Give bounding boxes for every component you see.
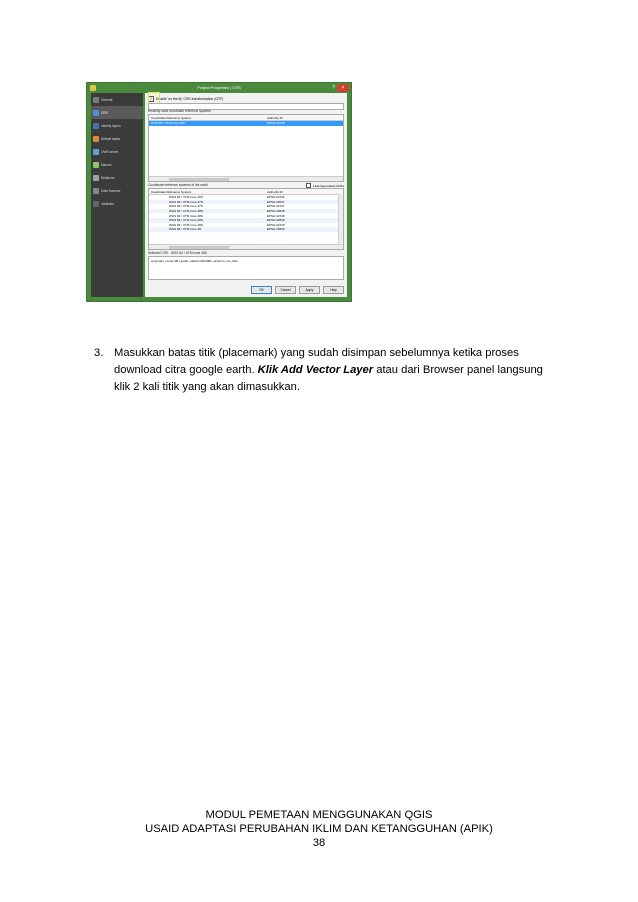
- authority-id-cell: EPSG:32748: [267, 213, 285, 218]
- selected-crs-row: [148, 251, 207, 255]
- proj-string: +proj=utm +zone=48 +south +datum=WGS84 +units=m +no_defs: [150, 258, 238, 263]
- vertical-scrollbar[interactable]: [338, 194, 343, 245]
- authority-id-cell: EPSG:32647: [267, 199, 285, 204]
- sidebar-item-icon: [93, 175, 99, 181]
- table-row[interactable]: [149, 213, 343, 218]
- instruction-paragraph: [94, 345, 550, 396]
- sidebar-item[interactable]: [91, 132, 143, 145]
- hide-deprecated-label: Hide deprecated CRSs: [313, 183, 344, 188]
- properties-sidebar: [91, 93, 143, 297]
- sidebar-item-label: Default styles: [101, 136, 121, 141]
- table-row[interactable]: [149, 223, 343, 228]
- sidebar-item[interactable]: [91, 158, 143, 171]
- authority-id-cell: EPSG:32748: [267, 121, 285, 126]
- crs-name-cell: WGS 84 / UTM zone 47S: [169, 204, 203, 209]
- selected-crs-label: Selected CRS:: [148, 251, 169, 255]
- table-row[interactable]: [149, 218, 343, 223]
- crs-name-cell: WGS 84 / UTM zone 47N: [169, 199, 204, 204]
- crs-name-cell: WGS 84 / UTM zone 48N: [169, 209, 204, 214]
- sidebar-item[interactable]: [91, 171, 143, 184]
- paragraph-text: [114, 345, 550, 396]
- sidebar-item[interactable]: [91, 197, 143, 210]
- col-auth-header[interactable]: Authority ID: [267, 115, 283, 120]
- crs-name-cell: WGS 84 / UTM zone 48S: [151, 121, 185, 126]
- enable-otf-row[interactable]: [148, 95, 223, 102]
- table-row[interactable]: [149, 227, 343, 232]
- enable-otf-label: Enable 'on the fly' CRS transformation (OTF): [156, 96, 224, 101]
- dialog-buttons: [251, 286, 344, 294]
- sidebar-item-label: Variables: [101, 201, 115, 206]
- text-before: Masukkan batas titik (placemark) yang sudah disimpan sebelumnya ketika proses download citra google earth.: [114, 347, 519, 376]
- crs-name-cell: WGS 84 / UTM zone 49S: [169, 222, 203, 227]
- table-row[interactable]: [149, 204, 343, 209]
- sidebar-item-label: CRS: [101, 110, 108, 115]
- world-crs-table: [148, 188, 344, 250]
- footer-line-2: USAID ADAPTASI PERUBAHAN IKLIM DAN KETANGGUHAN (APIK): [145, 823, 493, 835]
- help-button[interactable]: Help: [323, 286, 344, 294]
- horizontal-scrollbar[interactable]: [149, 244, 343, 249]
- authority-id-cell: EPSG:32749: [267, 222, 285, 227]
- crs-name-cell: WGS 84 / UTM zone 48S: [169, 213, 203, 218]
- recent-crs-table: [148, 114, 344, 182]
- footer-line-1: MODUL PEMETAAN MENGGUNAKAN QGIS: [205, 809, 433, 821]
- sidebar-item-icon: [93, 97, 99, 103]
- selected-crs-value: WGS 84 / UTM zone 48S: [170, 251, 207, 255]
- sidebar-item-label: Data Sources: [101, 188, 121, 193]
- crs-name-cell: WGS 84 / UTM zone 4N: [169, 227, 202, 232]
- table-row[interactable]: [149, 121, 343, 126]
- recent-crs-label: Recently used coordinate reference systems: [148, 109, 211, 113]
- help-icon[interactable]: ?: [332, 85, 335, 91]
- enable-otf-checkbox[interactable]: ✓: [149, 95, 153, 101]
- sidebar-item-icon: [93, 188, 99, 194]
- proj-string-box: [148, 256, 344, 280]
- sidebar-item-icon: [93, 110, 99, 116]
- sidebar-item[interactable]: [91, 93, 143, 106]
- crs-name-cell: WGS 84 / UTM zone 46S: [169, 195, 203, 200]
- world-crs-label: Coordinate reference systems of the world: [148, 183, 208, 187]
- cancel-button[interactable]: Cancel: [275, 286, 296, 294]
- window-title: Project Properties | CRS: [197, 85, 241, 90]
- crs-panel: [145, 93, 347, 297]
- sidebar-item-label: Identify layers: [101, 123, 121, 128]
- sidebar-item[interactable]: [91, 106, 143, 119]
- table-row[interactable]: [149, 200, 343, 205]
- sidebar-item[interactable]: [91, 145, 143, 158]
- horizontal-scrollbar[interactable]: [149, 176, 343, 181]
- authority-id-cell: EPSG:32604: [267, 227, 285, 232]
- emphasis-text: Klik Add Vector Layer: [257, 364, 374, 376]
- col-crs-header[interactable]: Coordinate Reference System: [151, 115, 192, 120]
- sidebar-item-icon: [93, 136, 99, 142]
- sidebar-item[interactable]: [91, 184, 143, 197]
- table-row[interactable]: [149, 209, 343, 214]
- sidebar-item-icon: [93, 162, 99, 168]
- authority-id-cell: EPSG:32648: [267, 209, 285, 214]
- close-icon[interactable]: ×: [337, 84, 349, 92]
- sidebar-item-label: Macros: [101, 162, 112, 167]
- list-number: 3.: [94, 347, 104, 359]
- sidebar-item-label: OWS server: [101, 149, 119, 154]
- sidebar-item-label: General: [101, 97, 113, 102]
- sidebar-item[interactable]: [91, 119, 143, 132]
- page-footer: [0, 808, 638, 850]
- table-row[interactable]: [149, 195, 343, 200]
- authority-id-cell: EPSG:32649: [267, 218, 285, 223]
- apply-button[interactable]: Apply: [299, 286, 320, 294]
- qgis-project-properties-screenshot: [86, 82, 352, 302]
- authority-id-cell: EPSG:32747: [267, 204, 285, 209]
- sidebar-item-icon: [93, 201, 99, 207]
- crs-name-cell: WGS 84 / UTM zone 49N: [169, 218, 204, 223]
- col-auth-header[interactable]: Authority ID: [267, 189, 283, 194]
- sidebar-item-label: Relations: [101, 175, 115, 180]
- page-number: 38: [312, 837, 326, 849]
- sidebar-item-icon: [93, 149, 99, 155]
- col-crs-header[interactable]: Coordinate Reference System: [151, 189, 192, 194]
- sidebar-item-icon: [93, 123, 99, 129]
- authority-id-cell: EPSG:32746: [267, 195, 285, 200]
- ok-button[interactable]: OK: [251, 286, 272, 294]
- text-after: atau dari Browser panel langsung klik 2 kali titik yang akan dimasukkan.: [114, 364, 543, 393]
